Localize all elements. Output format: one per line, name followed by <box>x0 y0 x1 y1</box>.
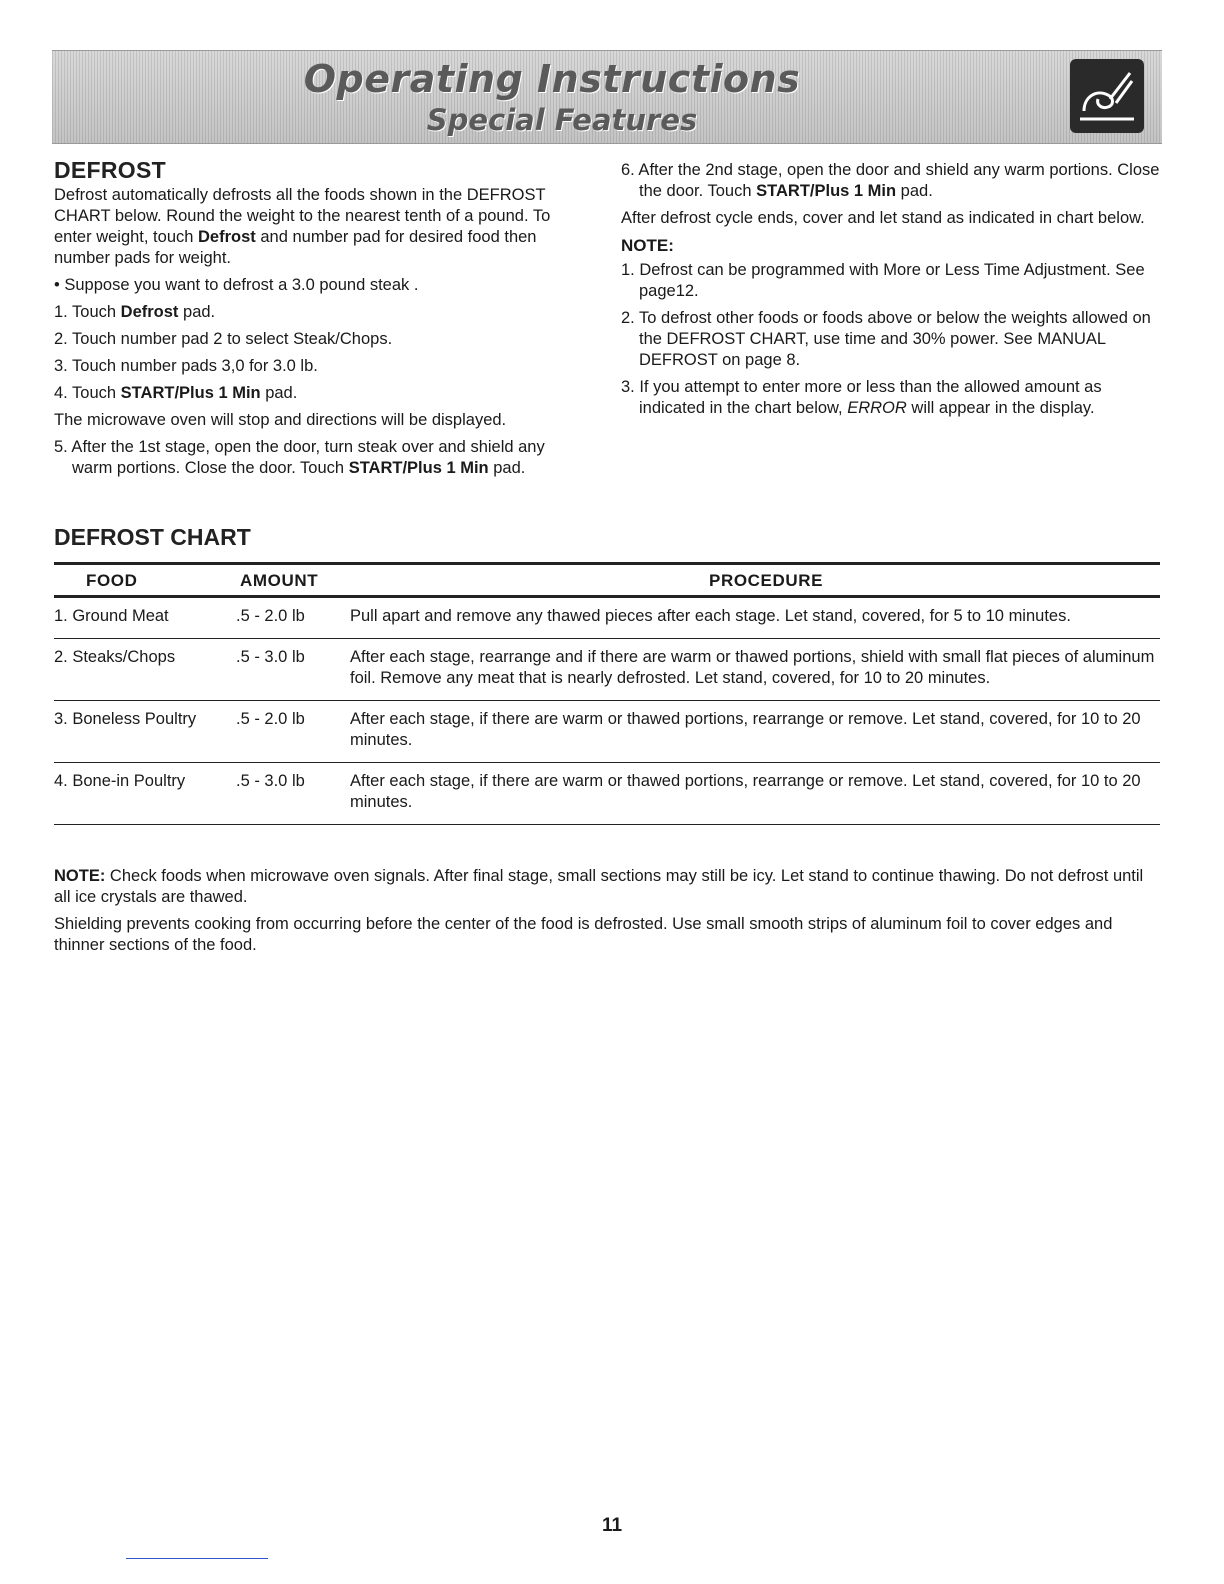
note-1: 1. Defrost can be programmed with More or Less Time Adjustment. See page12. <box>621 261 1145 300</box>
defrost-chart-table <box>54 562 1160 825</box>
header-food: FOOD <box>86 571 138 590</box>
amount-cell: .5 - 3.0 lb <box>236 771 305 790</box>
shielding-text: Shielding prevents cooking from occurring before the center of the food is defrosted. Use small smooth strips of aluminum foil to cover edges and thinner sections of the food. <box>54 915 1113 954</box>
defrost-right-column <box>621 160 1166 425</box>
procedure-cell: After each stage, if there are warm or thawed portions, rearrange or remove. Let stand, covered, for 10 to 20 minutes. <box>350 709 1141 749</box>
amount-cell: .5 - 3.0 lb <box>236 647 305 666</box>
procedure-cell: After each stage, if there are warm or thawed portions, rearrange or remove. Let stand, covered, for 10 to 20 minutes. <box>350 771 1141 811</box>
note-2: 2. To defrost other foods or foods above or below the weights allowed on the DEFROST CHART, use time and 30% power. See MANUAL DEFROST on page 8. <box>621 309 1151 369</box>
chart-note: NOTE: Check foods when microwave oven signals. After final stage, small sections may still be icy. Let stand to continue thawing. Do not defrost until all ice crystals are thawed. <box>54 867 1144 906</box>
food-cell: 3. Boneless Poultry <box>54 709 197 728</box>
defrost-left-column <box>54 157 589 485</box>
amount-cell: .5 - 2.0 lb <box>236 607 305 625</box>
defrost-intro: Defrost automatically defrosts all the foods shown in the DEFROST CHART below. Round the weight to the nearest tenth of a pound. To enter weight, touch Defrost and number pad for desired food then number pads for weight. <box>54 186 551 267</box>
step-6: 6. After the 2nd stage, open the door and shield any warm portions. Close the door. Touch START/Plus 1 Min pad. <box>621 161 1160 200</box>
procedure-cell: After each stage, rearrange and if there are warm or thawed portions, shield with small flat pieces of aluminum foil. Remove any meat that is nearly defrosted. Let stand, covered, for 10 to 20 minutes. <box>350 647 1155 687</box>
hand-cooktop-icon <box>1070 59 1144 133</box>
amount-cell: .5 - 2.0 lb <box>236 709 305 728</box>
table-row <box>54 763 1160 825</box>
defrost-chart-title: DEFROST CHART <box>54 524 251 550</box>
oven-stop-text: The microwave oven will stop and directions will be displayed. <box>54 411 507 429</box>
table-row <box>54 701 1160 763</box>
note-3: 3. If you attempt to enter more or less than the allowed amount as indicated in the chart below, ERROR will appear in the display. <box>621 378 1102 417</box>
table-row <box>54 639 1160 701</box>
procedure-cell: Pull apart and remove any thawed pieces after each stage. Let stand, covered, for 5 to 10 minutes. <box>350 607 1071 625</box>
step-2: 2. Touch number pad 2 to select Steak/Chops. <box>54 330 393 348</box>
step-1: 1. Touch Defrost pad. <box>54 303 216 321</box>
step-4: 4. Touch START/Plus 1 Min pad. <box>54 384 298 402</box>
chart-footnotes <box>54 866 1144 962</box>
step-5: 5. After the 1st stage, open the door, turn steak over and shield any warm portions. Close the door. Touch START/Plus 1 Min pad. <box>54 438 545 477</box>
note-heading: NOTE: <box>621 236 674 255</box>
defrost-example-bullet: • Suppose you want to defrost a 3.0 pound steak . <box>54 276 419 294</box>
food-cell: 4. Bone-in Poultry <box>54 771 186 790</box>
page-title: Operating Instructions <box>303 57 801 101</box>
header-banner <box>52 50 1162 144</box>
table-header <box>54 562 1160 598</box>
header-procedure: PROCEDURE <box>709 571 824 590</box>
table-row <box>54 598 1160 639</box>
footer-line <box>126 1558 268 1559</box>
defrost-heading: DEFROST <box>54 157 166 183</box>
after-cycle-text: After defrost cycle ends, cover and let stand as indicated in chart below. <box>621 209 1145 227</box>
header-amount: AMOUNT <box>240 571 319 590</box>
food-cell: 2. Steaks/Chops <box>54 647 176 666</box>
step-3: 3. Touch number pads 3,0 for 3.0 lb. <box>54 357 318 375</box>
food-cell: 1. Ground Meat <box>54 607 169 625</box>
page-number: 11 <box>601 1515 623 1536</box>
page-subtitle: Special Features <box>426 103 698 137</box>
